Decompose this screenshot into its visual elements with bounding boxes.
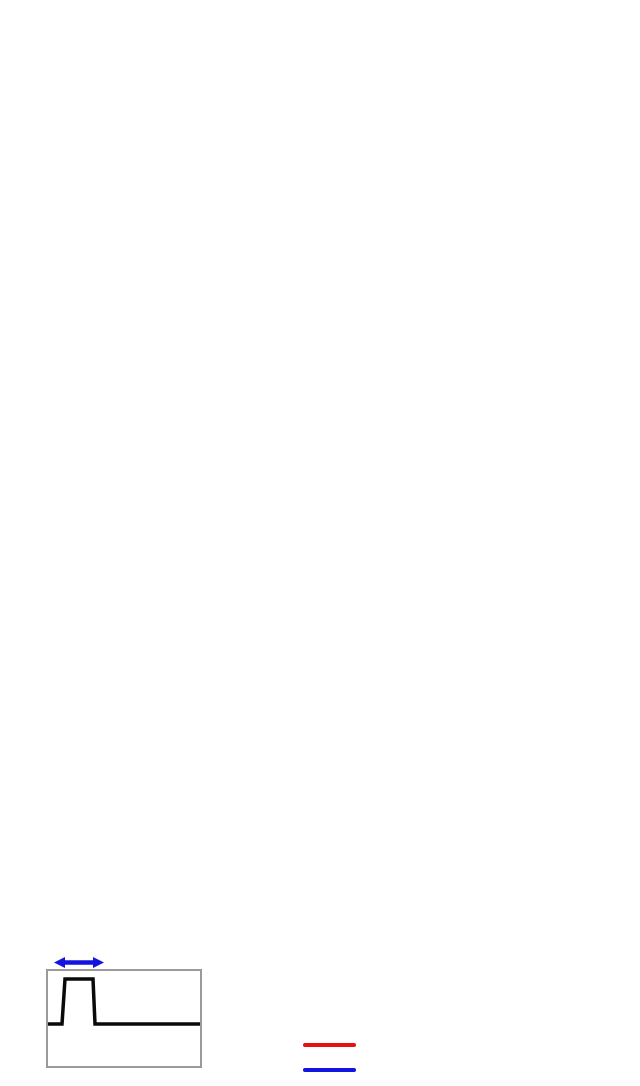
legend bbox=[303, 1036, 368, 1086]
panel-tactile-task bbox=[0, 0, 640, 343]
deoxyhemoglobin-line-swatch bbox=[303, 1068, 356, 1073]
stimulus-step-waveform bbox=[48, 971, 200, 1066]
legend-row-oxyhemoglobin bbox=[303, 1036, 368, 1054]
oxyhemoglobin-line-swatch bbox=[303, 1043, 356, 1048]
panel-auditory-task bbox=[0, 343, 640, 686]
stimulus-interval-arrow-icon bbox=[54, 956, 104, 969]
legend-row-deoxyhemoglobin bbox=[303, 1061, 368, 1079]
stimulus-waveform-box bbox=[46, 969, 202, 1068]
